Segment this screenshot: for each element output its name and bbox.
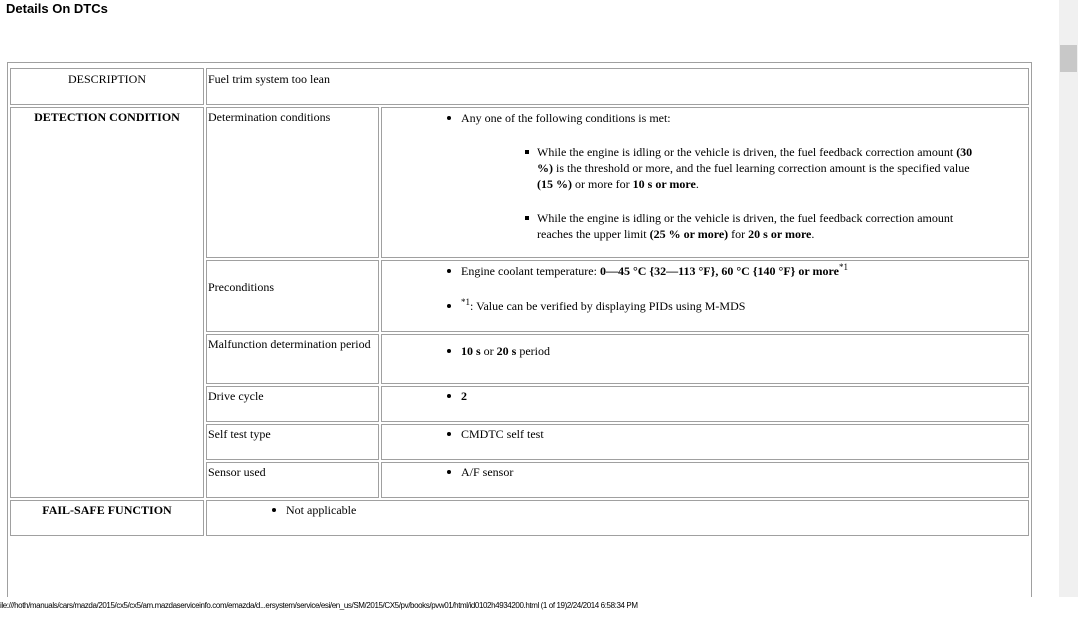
self-test-value [381, 424, 1029, 460]
list-item: 10 s or 20 s period [383, 343, 1027, 359]
drive-cycle-label: Drive cycle [206, 386, 379, 422]
malfunction-period-label: Malfunction determination period [206, 334, 379, 384]
list-item: Not applicable [208, 502, 1027, 518]
self-test-label: Self test type [206, 424, 379, 460]
scrollbar-thumb[interactable] [1060, 45, 1077, 72]
list-item: CMDTC self test [383, 426, 1027, 442]
malfunction-period-value [381, 334, 1029, 384]
preconditions-label: Preconditions [206, 260, 379, 332]
description-label: DESCRIPTION [10, 68, 204, 105]
table-row-determination [10, 107, 1029, 258]
list-item: Engine coolant temperature: 0—45 °C {32—113 °F}, 60 °C {140 °F} or more$^{*1}$ [383, 263, 1027, 279]
failsafe-value [206, 500, 1029, 536]
list-item: While the engine is idling or the vehicle is driven, the fuel feedback correction amount reaches the upper limit (25 % or more) for 20 s or more. [383, 210, 1027, 242]
page-title: Details On DTCs [6, 1, 108, 16]
list-item: 2 [383, 388, 1027, 404]
detection-condition-label: DETECTION CONDITION [10, 107, 204, 498]
list-item: $^{*1}$: Value can be verified by displaying PIDs using M-MDS [383, 298, 1027, 314]
print-footer: ile:///hoth/manuals/cars/mazda/2015/cx5/cx5/am.mazdaserviceinfo.com/emazda/d...ersystem/service/esi/en_us/SM/2015/CX5/pv/books/pvw01/html/id0102h4934200.html (1 of 19)2/24/2014 6:58:34 PM [0, 601, 638, 610]
dtc-details-table [8, 66, 1031, 538]
determination-intro: Any one of the following conditions is met: [461, 111, 671, 125]
drive-cycle-value [381, 386, 1029, 422]
preconditions-value [381, 260, 1029, 332]
list-item: While the engine is idling or the vehicle is driven, the fuel feedback correction amount (30 %) is the threshold or more, and the fuel learning correction amount is the specified value (15 %) or more for 10 s or more. [383, 144, 1027, 192]
table-row-failsafe [10, 500, 1029, 536]
determination-conditions-value [381, 107, 1029, 258]
description-value: Fuel trim system too lean [206, 68, 1029, 105]
list-item: A/F sensor [383, 464, 1027, 480]
sensor-label: Sensor used [206, 462, 379, 498]
vertical-scrollbar[interactable] [1059, 0, 1078, 597]
list-item [383, 110, 1027, 126]
determination-conditions-label: Determination conditions [206, 107, 379, 258]
table-row-description [10, 68, 1029, 105]
sensor-value [381, 462, 1029, 498]
failsafe-label: FAIL-SAFE FUNCTION [10, 500, 204, 536]
